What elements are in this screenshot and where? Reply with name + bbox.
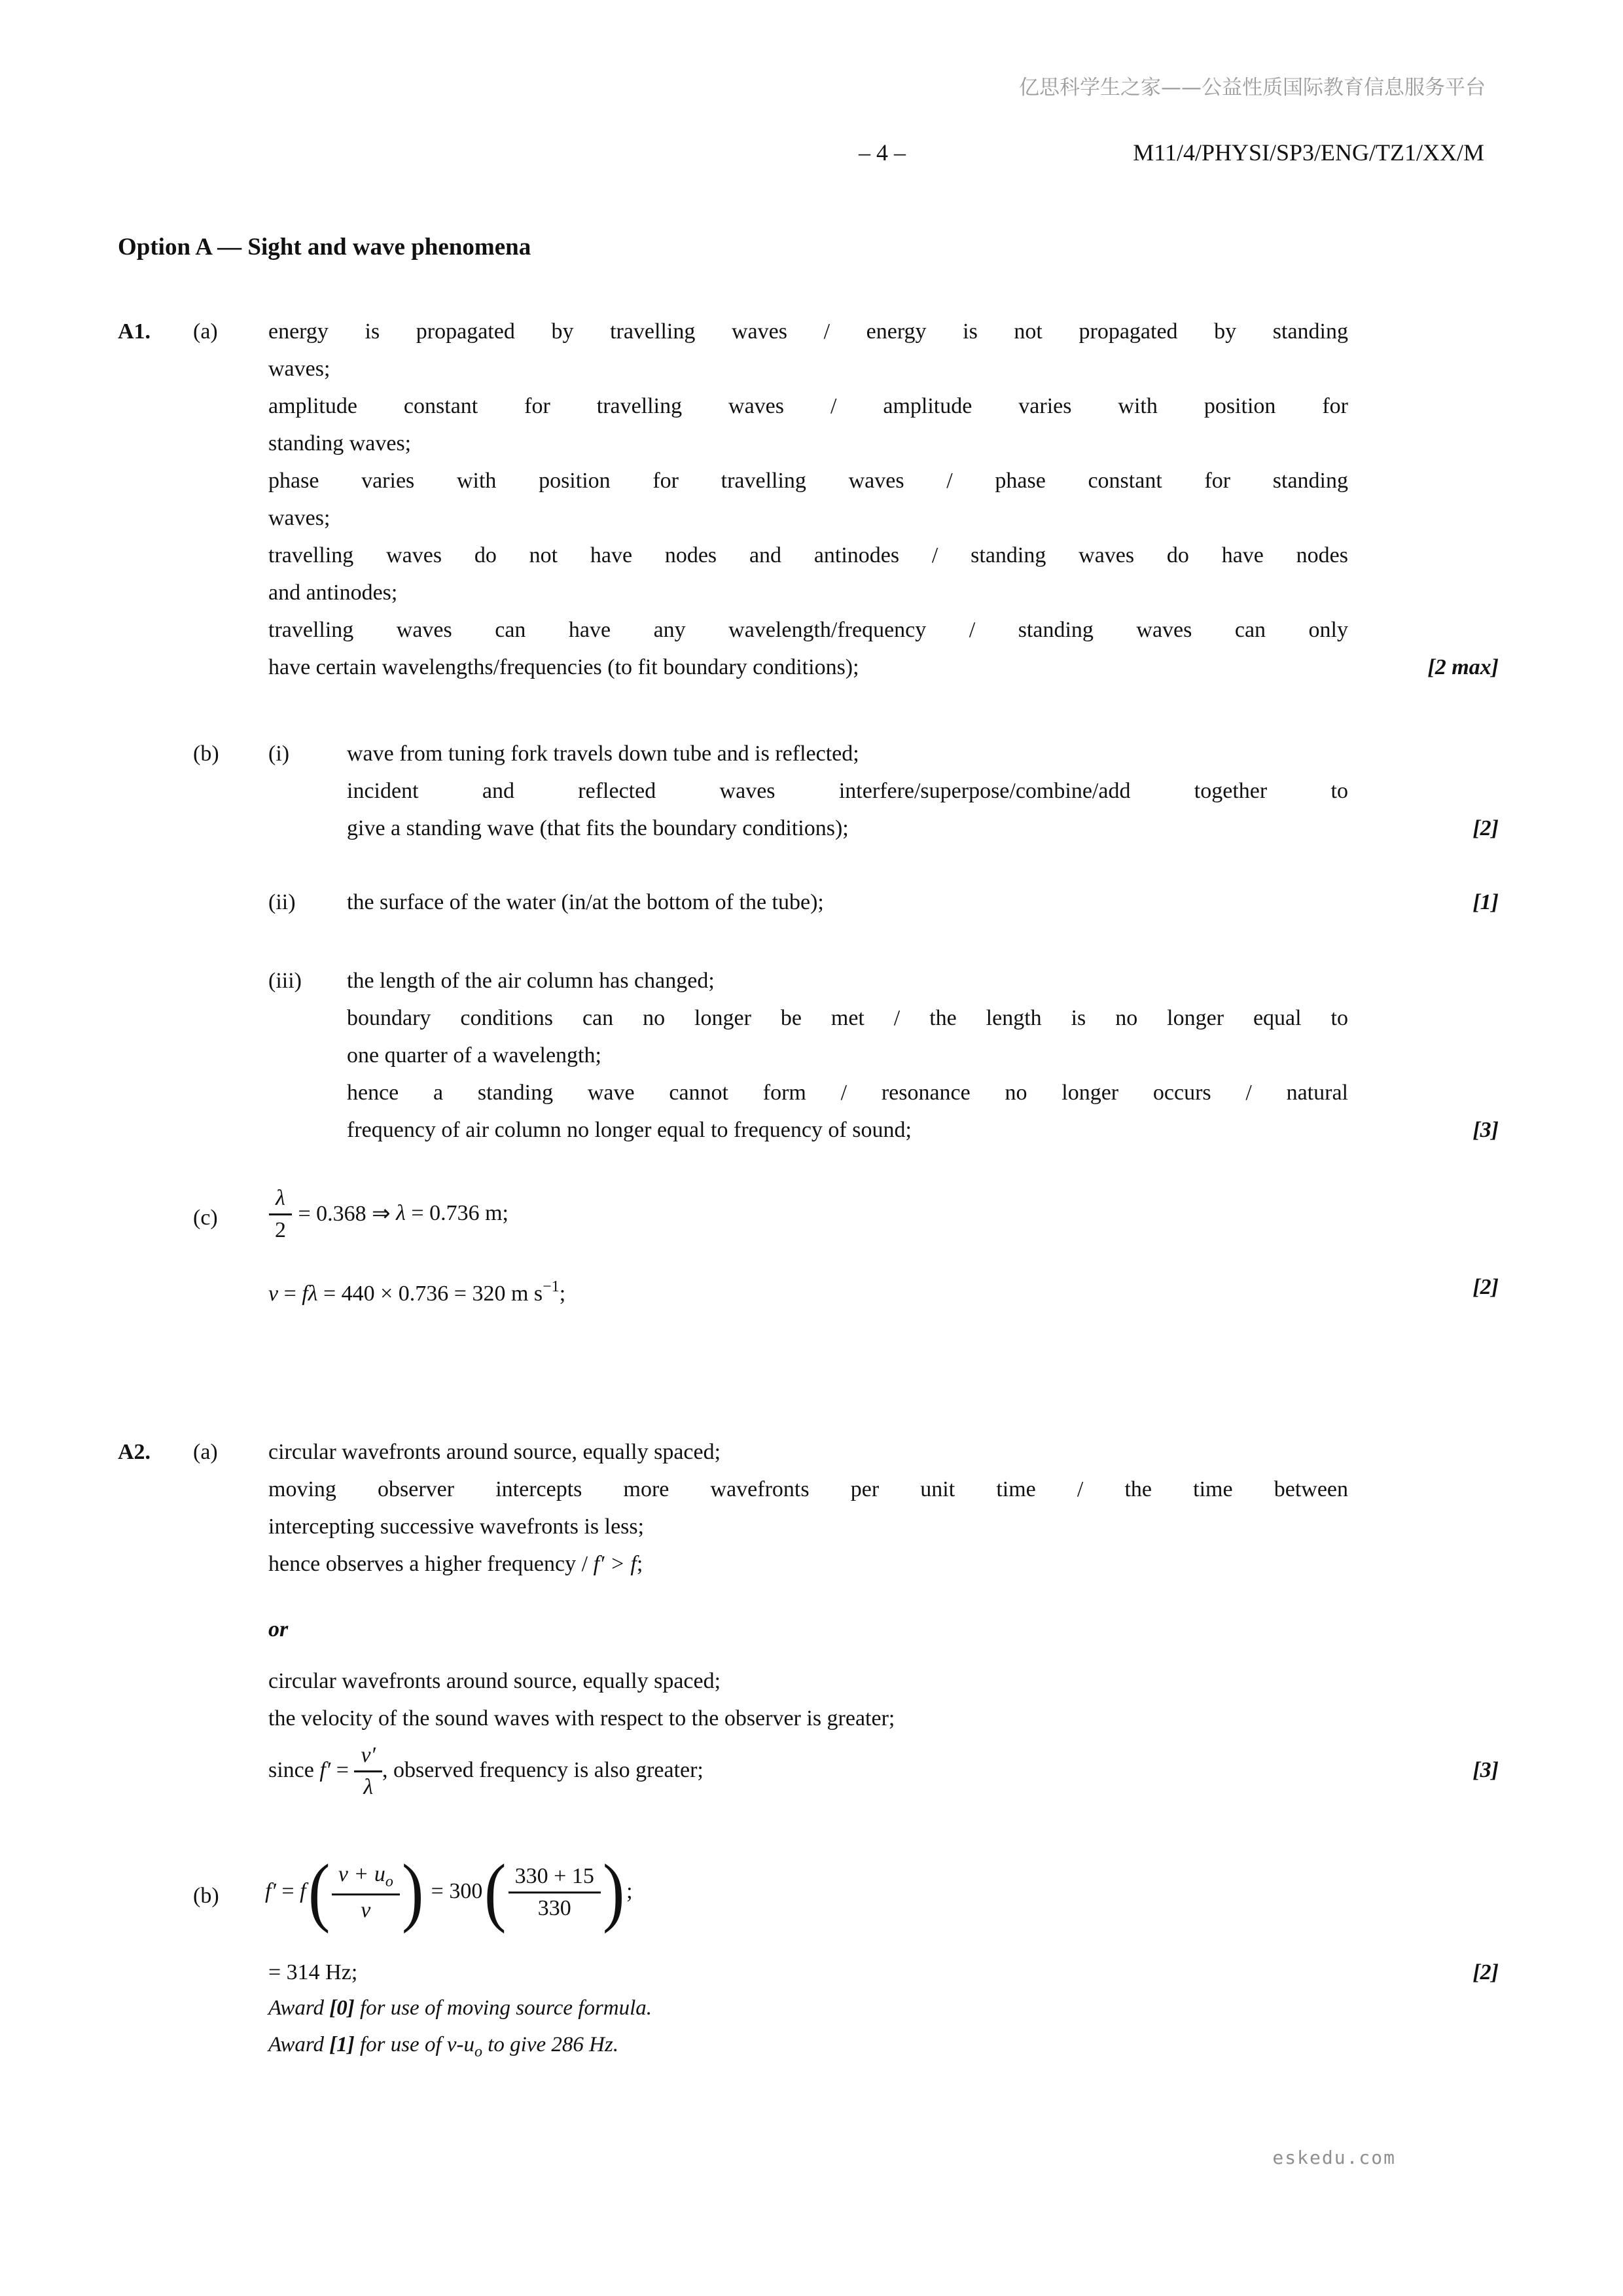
award-mark: [0]	[329, 1996, 355, 2020]
question-a1bi	[193, 735, 1348, 847]
equation-text: since	[268, 1758, 320, 1782]
answer-text-alt	[268, 1662, 1348, 1737]
equation-text: = 300	[425, 1879, 483, 1903]
subscript-o: o	[474, 2043, 483, 2060]
math-inline: f′ > f	[593, 1552, 637, 1576]
equation-wavelength	[268, 1175, 508, 1251]
right-paren: )	[602, 1848, 625, 1934]
equals: =	[276, 1879, 300, 1903]
answer-line: hence a standing wave cannot form / resonance no longer occurs / natural	[347, 1081, 1348, 1105]
answer-line: the surface of the water (in/at the bottom of the tube);	[347, 890, 824, 914]
subpart-label: (iii)	[268, 969, 302, 993]
fraction	[268, 1185, 293, 1243]
semicolon: ;	[636, 1552, 643, 1576]
answer-line: frequency of air column no longer equal to frequency of sound;	[347, 1118, 912, 1142]
award-mark: [1]	[329, 2033, 355, 2056]
fraction-numerator: λ	[269, 1185, 292, 1215]
fraction	[508, 1863, 601, 1921]
equation-text: , observed frequency is also greater;	[382, 1758, 704, 1782]
answer-line: amplitude constant for travelling waves / amplitude varies with position for	[268, 394, 1348, 418]
question-a1a	[118, 313, 1348, 686]
answer-line: energy is propagated by travelling waves / energy is not propagated by standing	[268, 319, 1348, 344]
fraction-denominator: 2	[275, 1217, 286, 1242]
or-separator: or	[268, 1617, 289, 1641]
footer-site: eskedu.com	[1272, 2147, 1396, 2168]
var-f-prime: f′	[319, 1758, 331, 1782]
part-label: (b)	[193, 742, 219, 766]
answer-line: give a standing wave (that fits the boundary conditions);	[347, 816, 849, 840]
answer-line: wave from tuning fork travels down tube and is reflected;	[347, 742, 859, 766]
fraction-denominator: v	[361, 1897, 371, 1922]
var-f-prime: f′	[265, 1879, 276, 1903]
option-title: Option A — Sight and wave phenomena	[118, 234, 531, 260]
marks-badge: [3]	[1472, 1758, 1499, 1782]
part-label: (b)	[193, 1884, 219, 1908]
fraction	[354, 1742, 382, 1800]
marks-badge: [2 max]	[1427, 655, 1499, 679]
question-a1biii	[268, 962, 1348, 1149]
fraction	[332, 1861, 400, 1923]
answer-text	[268, 1433, 1348, 1583]
answer-line: circular wavefronts around source, equally spaced;	[268, 1440, 721, 1464]
marks-badge: [2]	[1472, 816, 1499, 840]
fraction-numerator: v′	[354, 1742, 382, 1772]
lambda-symbol: λ	[396, 1201, 406, 1225]
semicolon: ;	[559, 1282, 566, 1306]
left-paren: (	[308, 1848, 330, 1934]
subpart-label: (i)	[268, 742, 290, 766]
part-label: (a)	[193, 1440, 218, 1464]
var-v: v	[268, 1282, 279, 1306]
equation-since	[268, 1729, 704, 1812]
question-number: A1.	[118, 319, 151, 344]
answer-text	[268, 313, 1348, 686]
answer-line: and antinodes;	[268, 581, 398, 605]
examiner-note: Award [0] for use of moving source formula.	[268, 1996, 652, 2020]
answer-line: boundary conditions can no longer be met / the length is no longer equal to	[347, 1006, 1348, 1030]
question-a2a	[118, 1433, 1348, 1583]
subpart-label: (ii)	[268, 890, 296, 914]
answer-line: phase varies with position for travelling waves / phase constant for standing	[268, 469, 1348, 493]
answer-line: have certain wavelengths/frequencies (to fit boundary conditions);	[268, 655, 859, 679]
subscript-o: o	[385, 1873, 393, 1890]
answer-line: circular wavefronts around source, equally spaced;	[268, 1669, 721, 1693]
marks-badge: [3]	[1472, 1118, 1499, 1142]
fraction-denominator: λ	[363, 1774, 374, 1799]
answer-line: moving observer intercepts more wavefronts per unit time / the time between	[268, 1477, 1348, 1501]
marks-badge: [1]	[1472, 890, 1499, 914]
marks-badge: [2]	[1472, 1960, 1499, 1984]
equals: =	[330, 1758, 355, 1782]
equation-text: = 0.368 ⇒	[293, 1202, 397, 1226]
equation-doppler	[265, 1843, 633, 1940]
superscript: −1	[543, 1278, 560, 1295]
answer-line	[268, 1545, 1348, 1583]
var-f-lambda: fλ	[302, 1282, 318, 1306]
right-paren: )	[401, 1848, 424, 1934]
answer-line: the length of the air column has changed;	[347, 969, 715, 993]
answer-text	[347, 735, 1348, 847]
answer-line: travelling waves do not have nodes and antinodes / standing waves do have nodes	[268, 543, 1348, 567]
answer-text: hence observes a higher frequency /	[268, 1552, 594, 1576]
question-a1bii	[268, 884, 1348, 921]
answer-line: the velocity of the sound waves with respect to the observer is greater;	[268, 1706, 895, 1731]
var-f: f	[300, 1879, 306, 1903]
question-number: A2.	[118, 1440, 151, 1464]
page-number: – 4 –	[859, 139, 906, 166]
equals: =	[278, 1282, 302, 1306]
fraction-denominator: 330	[537, 1895, 571, 1920]
answer-line: intercepting successive wavefronts is less;	[268, 1515, 645, 1539]
marks-badge: [2]	[1472, 1275, 1499, 1299]
answer-text	[347, 962, 1348, 1149]
answer-line: travelling waves can have any wavelength/frequency / standing waves can only	[268, 618, 1348, 642]
examiner-note: Award [1] for use of $v-u_o$ to give 286 Hz.	[268, 2033, 619, 2060]
paper-code: M11/4/PHYSI/SP3/ENG/TZ1/XX/M	[1133, 139, 1484, 166]
equation-text: = 0.736 m;	[405, 1201, 508, 1225]
equation-result: = 314 Hz;	[268, 1960, 358, 1984]
watermark-text: 亿思科学生之家——公益性质国际教育信息服务平台	[1019, 76, 1486, 99]
left-paren: (	[484, 1848, 507, 1934]
answer-line: one quarter of a wavelength;	[347, 1043, 601, 1067]
fraction-numerator: $v + u_o$	[332, 1861, 400, 1895]
answer-line: standing waves;	[268, 431, 412, 456]
equation-text: = 440 × 0.736 = 320 m s	[317, 1282, 543, 1306]
fraction-numerator: 330 + 15	[508, 1863, 601, 1893]
answer-line: waves;	[268, 357, 330, 381]
answer-line: waves;	[268, 506, 330, 530]
answer-line: incident and reflected waves interfere/superpose/combine/add together to	[347, 779, 1348, 803]
semicolon: ;	[626, 1879, 633, 1903]
equation-speed	[268, 1268, 565, 1306]
part-label: (c)	[193, 1206, 218, 1230]
part-label: (a)	[193, 319, 218, 344]
